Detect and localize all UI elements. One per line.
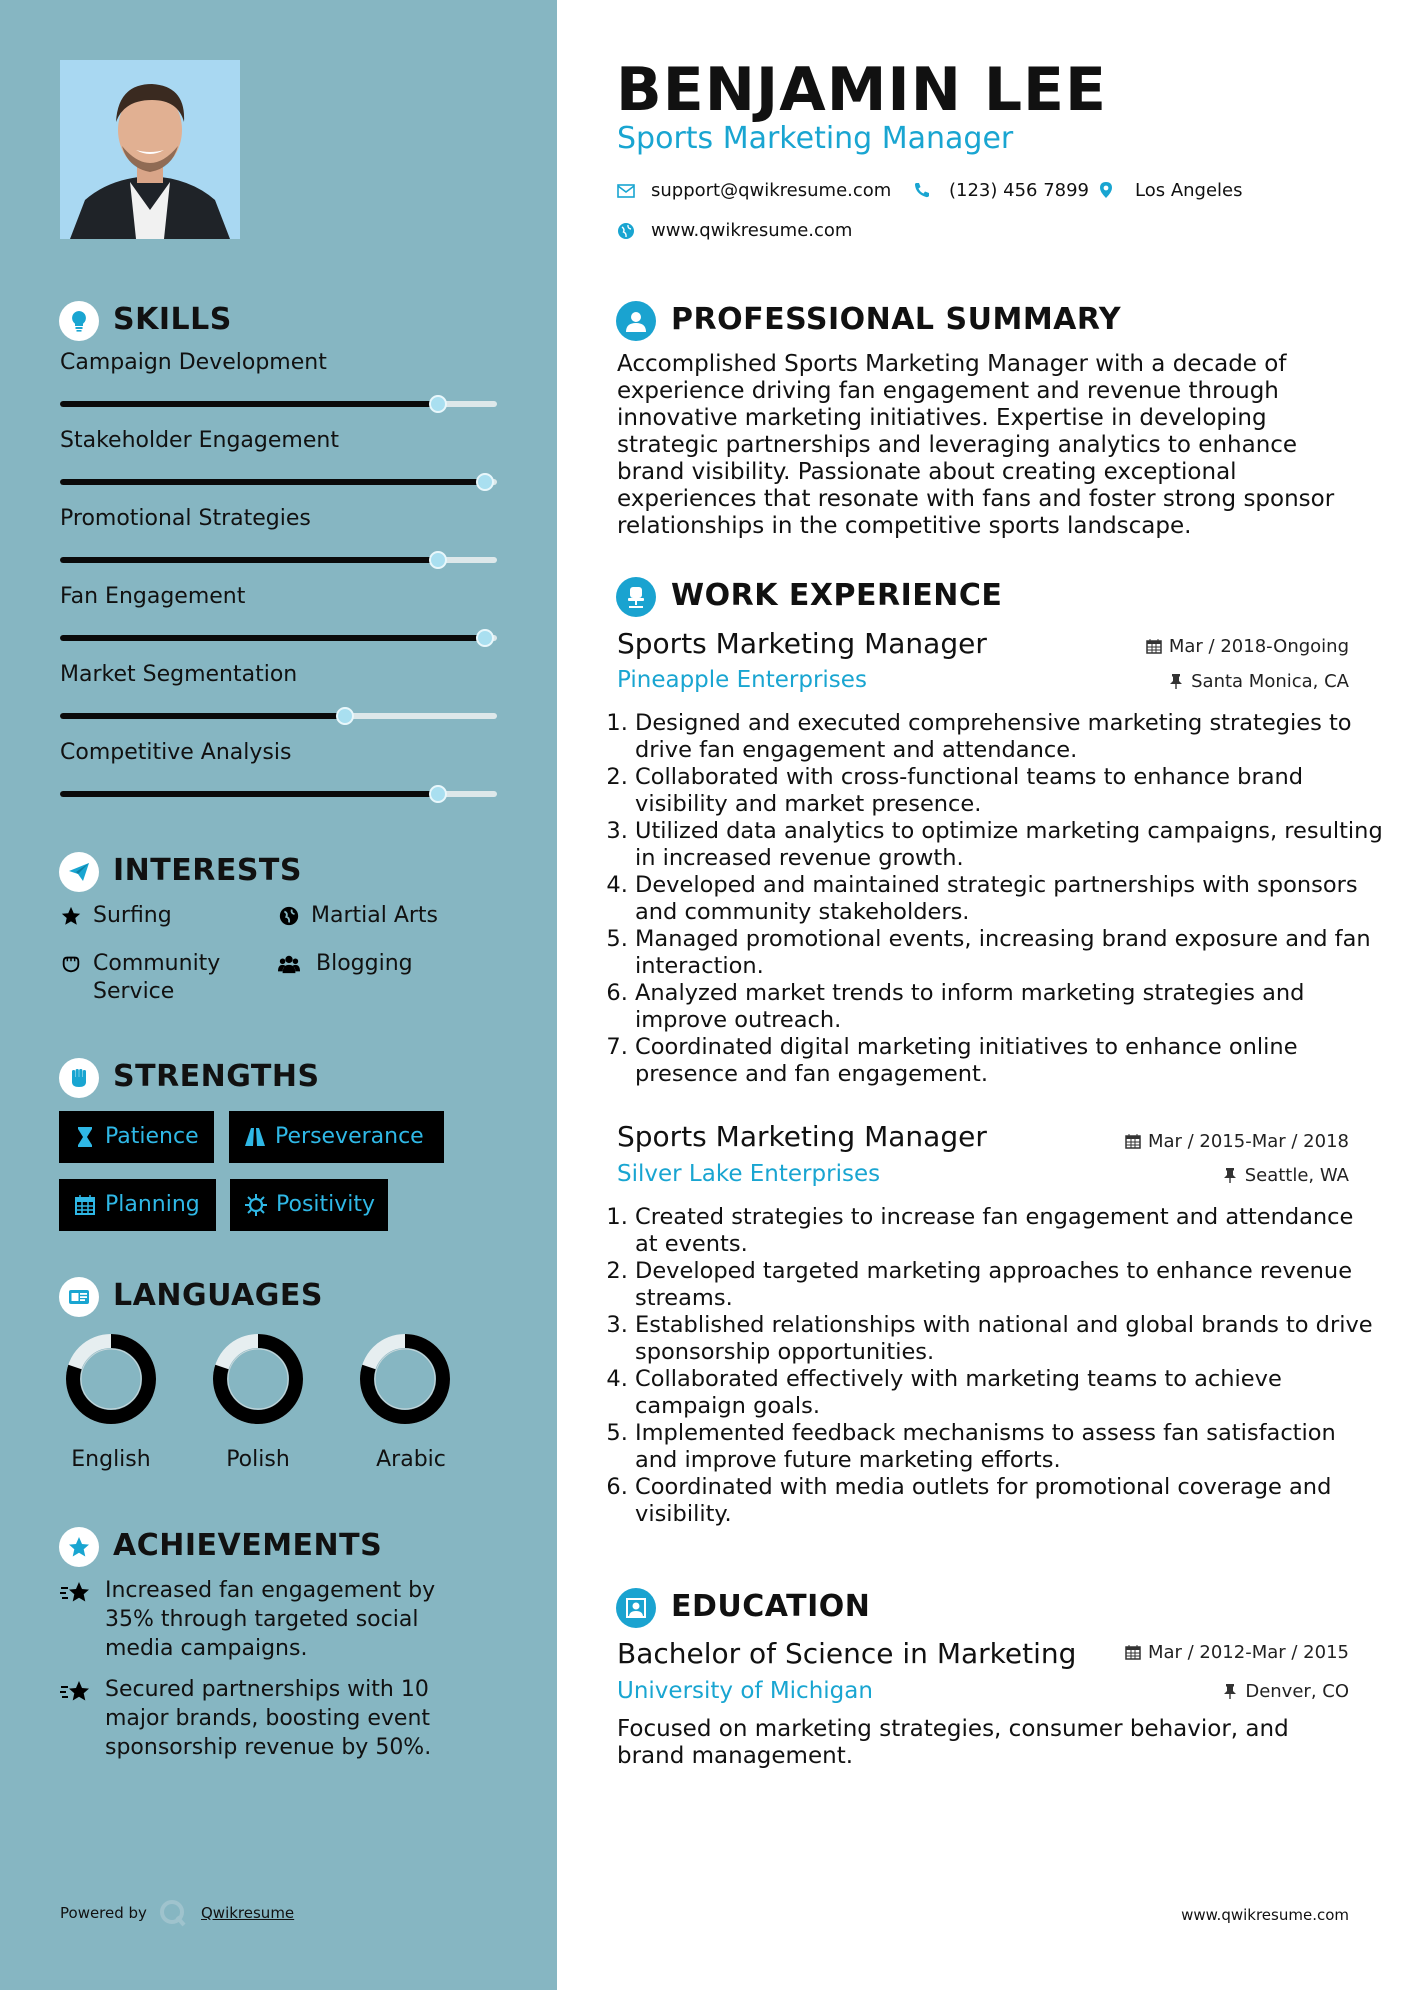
job-responsibilities (609, 710, 1383, 1088)
job-dates (1146, 636, 1349, 657)
interest-label: Blogging (316, 951, 413, 976)
skill-bar (60, 399, 497, 409)
qwikresume-logo-icon (158, 1898, 188, 1928)
achievement-item (60, 1675, 470, 1762)
education-dates (1125, 1642, 1349, 1663)
powered-by-label: Powered by (60, 1904, 147, 1922)
language-label: Polish (226, 1447, 290, 1472)
skill-bar-knob (429, 395, 447, 413)
skill-bar-fill (60, 401, 438, 407)
list-item: 4. Collaborated effectively with marketing teams to achieve campaign goals. (635, 1366, 1383, 1420)
company-name: Silver Lake Enterprises (617, 1161, 881, 1187)
skill-label: Competitive Analysis (60, 740, 292, 765)
school-name: University of Michigan (617, 1678, 873, 1704)
job-dates-text: Mar / 2015-Mar / 2018 (1147, 1131, 1349, 1152)
list-item: 4. Developed and maintained strategic partnerships with sponsors and community stakeholders. (635, 872, 1383, 926)
language-ring-inner (375, 1349, 435, 1409)
strength-label: Perseverance (275, 1124, 424, 1149)
company-name: Pineapple Enterprises (617, 667, 867, 693)
job-title: Sports Marketing Manager (617, 1120, 987, 1153)
profile-photo (60, 60, 240, 239)
job-title-heading: Sports Marketing Manager (617, 121, 1014, 156)
road-icon (243, 1125, 267, 1149)
skill-bar-fill (60, 635, 485, 641)
language-ring-inner (81, 1349, 141, 1409)
phone-number[interactable]: (123) 456 7899 (949, 180, 1090, 201)
skill-bar-knob (429, 551, 447, 569)
fist-icon (59, 1058, 99, 1098)
skill-bar-knob (336, 707, 354, 725)
achievement-text: Secured partnerships with 10 major brands, boosting event sponsorship revenue by 50%. (105, 1677, 432, 1760)
summary-text: Accomplished Sports Marketing Manager with a decade of experience driving fan engagement and revenue through innovative marketing initiatives. Expertise in developing strategic partnerships and leveraging analytics to enhance brand visibility. Passionate about creating exceptional experiences that resonate with fans and foster strong sponsor relationships in the competitive sports landscape. (617, 351, 1335, 539)
star-icon (60, 905, 82, 927)
language-ring (211, 1332, 305, 1426)
list-item: 7. Coordinated digital marketing initiatives to enhance online presence and fan engagement. (635, 1034, 1383, 1088)
calendar-icon (1146, 638, 1162, 654)
paper-plane-icon (59, 852, 99, 892)
experience-heading: WORK EXPERIENCE (671, 578, 1003, 613)
education-location-text: Denver, CO (1245, 1681, 1349, 1702)
shooting-star-icon (60, 1679, 92, 1705)
job-dates (1125, 1131, 1349, 1152)
sidebar (0, 0, 557, 1990)
location-pin-icon (1097, 181, 1115, 199)
languages-heading: LANGUAGES (113, 1278, 323, 1313)
hand-icon (60, 953, 82, 975)
interest-label: Martial Arts (311, 903, 439, 928)
strength-label: Patience (105, 1124, 199, 1149)
list-item: 1. Created strategies to increase fan engagement and attendance at events. (635, 1204, 1383, 1258)
skill-bar (60, 711, 497, 721)
skill-bar (60, 555, 497, 565)
education-description: Focused on marketing strategies, consumer behavior, and brand management. (617, 1716, 1289, 1769)
location-text: Los Angeles (1135, 180, 1243, 201)
strength-tag (230, 1179, 388, 1231)
strength-tag (229, 1111, 444, 1163)
pushpin-icon (1222, 1683, 1238, 1699)
language-ring (358, 1332, 452, 1426)
strength-label: Planning (105, 1192, 200, 1217)
language-ring (64, 1332, 158, 1426)
job-location (1168, 671, 1349, 692)
summary-heading: PROFESSIONAL SUMMARY (671, 302, 1122, 337)
skill-bar-fill (60, 791, 438, 797)
skill-bar (60, 789, 497, 799)
skill-label: Campaign Development (60, 350, 327, 375)
phone-icon (913, 181, 931, 199)
list-item: 2. Developed targeted marketing approaches to enhance revenue streams. (635, 1258, 1383, 1312)
calendar-icon (1125, 1644, 1141, 1660)
interest-label: Community Service (93, 951, 221, 1004)
job-title: Sports Marketing Manager (617, 627, 987, 660)
language-label: English (71, 1447, 151, 1472)
envelope-icon (617, 182, 635, 200)
hourglass-icon (73, 1125, 97, 1149)
job-location-text: Seattle, WA (1244, 1165, 1349, 1186)
shooting-star-icon (60, 1580, 92, 1606)
strength-tag (59, 1111, 214, 1163)
education-location (1222, 1681, 1349, 1702)
strength-tag (59, 1179, 216, 1231)
list-item: 2. Collaborated with cross-functional teams to enhance brand visibility and market presence. (635, 764, 1383, 818)
email-link[interactable]: support@qwikresume.com (651, 180, 892, 201)
star-badge-icon (59, 1527, 99, 1567)
calendar-icon (73, 1193, 97, 1217)
pushpin-icon (1168, 673, 1184, 689)
list-item: 1. Designed and executed comprehensive marketing strategies to drive fan engagement and attendance. (635, 710, 1383, 764)
skill-label: Market Segmentation (60, 662, 298, 687)
skill-bar (60, 477, 497, 487)
skills-heading: SKILLS (113, 302, 232, 337)
list-item: 5. Implemented feedback mechanisms to assess fan satisfaction and improve future marketing efforts. (635, 1420, 1383, 1474)
globe-icon (278, 905, 300, 927)
job-location-text: Santa Monica, CA (1191, 671, 1349, 692)
list-item: 5. Managed promotional events, increasing brand exposure and fan interaction. (635, 926, 1383, 980)
skill-bar-fill (60, 557, 438, 563)
skill-bar-fill (60, 479, 485, 485)
list-item: 3. Utilized data analytics to optimize marketing campaigns, resulting in increased revenue growth. (635, 818, 1383, 872)
job-responsibilities (609, 1204, 1383, 1528)
candidate-name: BENJAMIN LEE (616, 55, 1108, 125)
list-item: 6. Coordinated with media outlets for promotional coverage and visibility. (635, 1474, 1383, 1528)
users-icon (278, 953, 300, 975)
skill-label: Fan Engagement (60, 584, 246, 609)
achievement-text: Increased fan engagement by 35% through targeted social media campaigns. (105, 1578, 436, 1661)
skill-bar-knob (476, 629, 494, 647)
language-ring-inner (228, 1349, 288, 1409)
sun-icon (244, 1193, 268, 1217)
skill-bar-knob (476, 473, 494, 491)
footer-website[interactable]: www.qwikresume.com (1181, 1906, 1349, 1924)
pushpin-icon (1222, 1167, 1238, 1183)
education-dates-text: Mar / 2012-Mar / 2015 (1147, 1642, 1349, 1663)
job-dates-text: Mar / 2018-Ongoing (1168, 636, 1349, 657)
skill-label: Stakeholder Engagement (60, 428, 339, 453)
list-item: 3. Established relationships with national and global brands to drive sponsorship opportunities. (635, 1312, 1383, 1366)
skill-bar-knob (429, 785, 447, 803)
degree-title: Bachelor of Science in Marketing (617, 1637, 1077, 1670)
interest-label: Surfing (93, 903, 172, 928)
skill-bar (60, 633, 497, 643)
user-icon (616, 301, 656, 341)
job-location (1222, 1165, 1349, 1186)
qwikresume-link[interactable]: Qwikresume (201, 1904, 295, 1922)
skill-label: Promotional Strategies (60, 506, 311, 531)
calendar-icon (1125, 1133, 1141, 1149)
id-card-icon (59, 1277, 99, 1317)
achievements-heading: ACHIEVEMENTS (113, 1528, 383, 1563)
interests-heading: INTERESTS (113, 853, 302, 888)
achievement-item (60, 1576, 470, 1663)
list-item: 6. Analyzed market trends to inform marketing strategies and improve outreach. (635, 980, 1383, 1034)
globe-icon (617, 222, 635, 240)
strength-label: Positivity (276, 1192, 376, 1217)
skill-bar-fill (60, 713, 345, 719)
education-heading: EDUCATION (671, 1589, 871, 1624)
language-label: Arabic (376, 1447, 446, 1472)
website-link[interactable]: www.qwikresume.com (651, 220, 853, 241)
strengths-heading: STRENGTHS (113, 1059, 320, 1094)
lightbulb-icon (59, 301, 99, 341)
office-chair-icon (616, 577, 656, 617)
graduate-icon (616, 1588, 656, 1628)
